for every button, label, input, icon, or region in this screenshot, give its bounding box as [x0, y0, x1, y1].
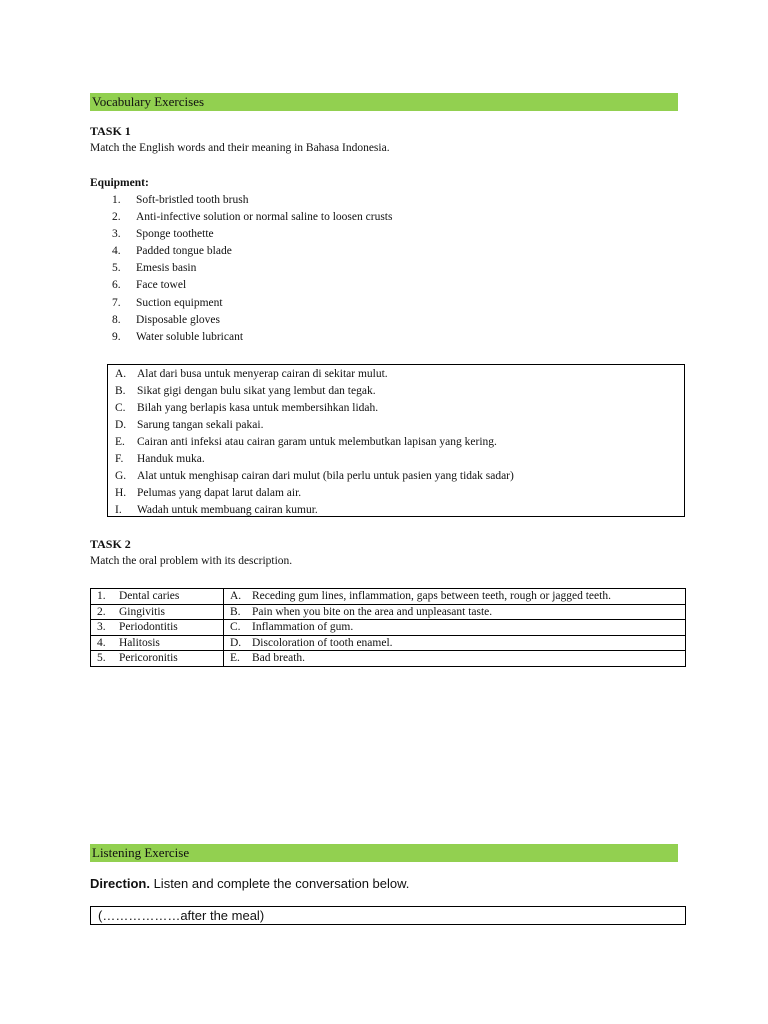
- description-letter: B.: [230, 605, 241, 618]
- table-row: [91, 620, 686, 636]
- term-cell: [91, 604, 224, 620]
- item-text: Padded tongue blade: [136, 245, 232, 258]
- term-number: 4.: [97, 636, 106, 649]
- meaning-text: Bilah yang berlapis kasa untuk membersihkan lidah.: [137, 402, 379, 414]
- item-text: Anti-infective solution or normal saline to loosen crusts: [136, 211, 393, 224]
- description-cell: [224, 651, 686, 667]
- item-text: Suction equipment: [136, 296, 223, 309]
- vocabulary-heading: Vocabulary Exercises: [90, 93, 678, 111]
- list-item: [112, 277, 392, 294]
- listening-heading: Listening Exercise: [90, 844, 678, 862]
- meaning-letter: G.: [115, 470, 127, 482]
- list-item: [112, 329, 392, 346]
- item-number: 2.: [112, 211, 121, 224]
- description-cell: [224, 589, 686, 605]
- meaning-letter: A.: [115, 368, 127, 380]
- item-text: Sponge toothette: [136, 228, 214, 241]
- description-text: Pain when you bite on the area and unpleasant taste.: [252, 605, 493, 618]
- list-item: [115, 434, 684, 451]
- description-text: Inflammation of gum.: [252, 621, 354, 633]
- list-item: [112, 243, 392, 260]
- task1-title: TASK 1: [90, 124, 131, 138]
- description-cell: [224, 620, 686, 636]
- meaning-text: Sikat gigi dengan bulu sikat yang lembut dan tegak.: [137, 385, 376, 397]
- description-cell: [224, 635, 686, 651]
- meaning-text: Cairan anti infeksi atau cairan garam untuk melembutkan lapisan yang kering.: [137, 436, 497, 448]
- meaning-letter: H.: [115, 487, 127, 499]
- meaning-text: Sarung tangan sekali pakai.: [137, 419, 264, 431]
- list-item: [115, 468, 684, 485]
- term-cell: [91, 635, 224, 651]
- equipment-label: Equipment:: [90, 177, 149, 189]
- table-row: [91, 651, 686, 667]
- item-number: 1.: [112, 194, 121, 206]
- description-letter: A.: [230, 590, 242, 602]
- list-item: [115, 485, 684, 502]
- table-row: [91, 635, 686, 651]
- description-letter: E.: [230, 652, 240, 664]
- item-text: Soft-bristled tooth brush: [136, 194, 249, 206]
- description-letter: D.: [230, 636, 242, 649]
- meaning-letter: B.: [115, 385, 126, 397]
- direction-label: Direction.: [90, 876, 150, 891]
- description-letter: C.: [230, 621, 241, 633]
- conversation-text: (………………after the meal): [98, 908, 265, 923]
- item-number: 6.: [112, 279, 121, 292]
- meaning-text: Pelumas yang dapat larut dalam air.: [137, 487, 302, 499]
- term-cell: [91, 651, 224, 667]
- list-item: [115, 383, 684, 400]
- table-row: [91, 604, 686, 620]
- item-text: Disposable gloves: [136, 313, 221, 326]
- list-item: [115, 400, 684, 417]
- meaning-text: Alat dari busa untuk menyerap cairan di sekitar mulut.: [137, 368, 388, 380]
- term-number: 1.: [97, 590, 106, 602]
- list-item: [115, 417, 684, 434]
- meaning-letter: C.: [115, 402, 126, 414]
- direction-line: [90, 876, 409, 891]
- task2-instruction: Match the oral problem with its description.: [90, 555, 293, 567]
- term-number: 2.: [97, 605, 106, 618]
- description-text: Discoloration of tooth enamel.: [252, 636, 393, 649]
- oral-problems-table: [90, 588, 686, 667]
- meaning-text: Wadah untuk membuang cairan kumur.: [137, 504, 318, 516]
- list-item: [112, 260, 392, 277]
- meaning-letter: D.: [115, 419, 127, 431]
- item-text: Face towel: [136, 279, 187, 292]
- description-cell: [224, 604, 686, 620]
- direction-text: Listen and complete the conversation below.: [149, 876, 410, 891]
- task1-instruction: Match the English words and their meaning in Bahasa Indonesia.: [90, 142, 390, 154]
- list-item: [112, 295, 392, 312]
- meaning-text: Handuk muka.: [137, 453, 205, 465]
- list-item: [112, 226, 392, 243]
- item-text: Water soluble lubricant: [136, 330, 244, 343]
- term-text: Halitosis: [119, 636, 160, 649]
- table-row: [91, 589, 686, 605]
- list-item: [115, 502, 684, 519]
- item-number: 9.: [112, 330, 121, 343]
- item-number: 3.: [112, 228, 121, 241]
- equipment-list: [112, 192, 392, 346]
- term-text: Pericoronitis: [119, 652, 178, 664]
- term-number: 5.: [97, 652, 106, 664]
- term-cell: [91, 589, 224, 605]
- meaning-letter: F.: [115, 453, 124, 465]
- list-item: [112, 209, 392, 226]
- item-number: 7.: [112, 296, 121, 309]
- term-cell: [91, 620, 224, 636]
- conversation-box: [90, 906, 686, 925]
- description-text: Bad breath.: [252, 652, 306, 664]
- term-text: Periodontitis: [119, 621, 178, 633]
- list-item: [115, 366, 684, 383]
- term-number: 3.: [97, 621, 106, 633]
- list-item: [115, 451, 684, 468]
- item-text: Emesis basin: [136, 262, 197, 275]
- item-number: 4.: [112, 245, 121, 258]
- term-text: Dental caries: [119, 590, 180, 602]
- meaning-letter: E.: [115, 436, 125, 448]
- term-text: Gingivitis: [119, 605, 166, 618]
- meanings-box: [107, 364, 685, 517]
- item-number: 5.: [112, 262, 121, 275]
- list-item: [112, 312, 392, 329]
- task2-title: TASK 2: [90, 537, 131, 551]
- meaning-letter: I.: [115, 504, 122, 516]
- meaning-text: Alat untuk menghisap cairan dari mulut (bila perlu untuk pasien yang tidak sadar): [137, 470, 514, 482]
- item-number: 8.: [112, 313, 121, 326]
- list-item: [112, 192, 392, 209]
- description-text: Receding gum lines, inflammation, gaps between teeth, rough or jagged teeth.: [252, 590, 611, 602]
